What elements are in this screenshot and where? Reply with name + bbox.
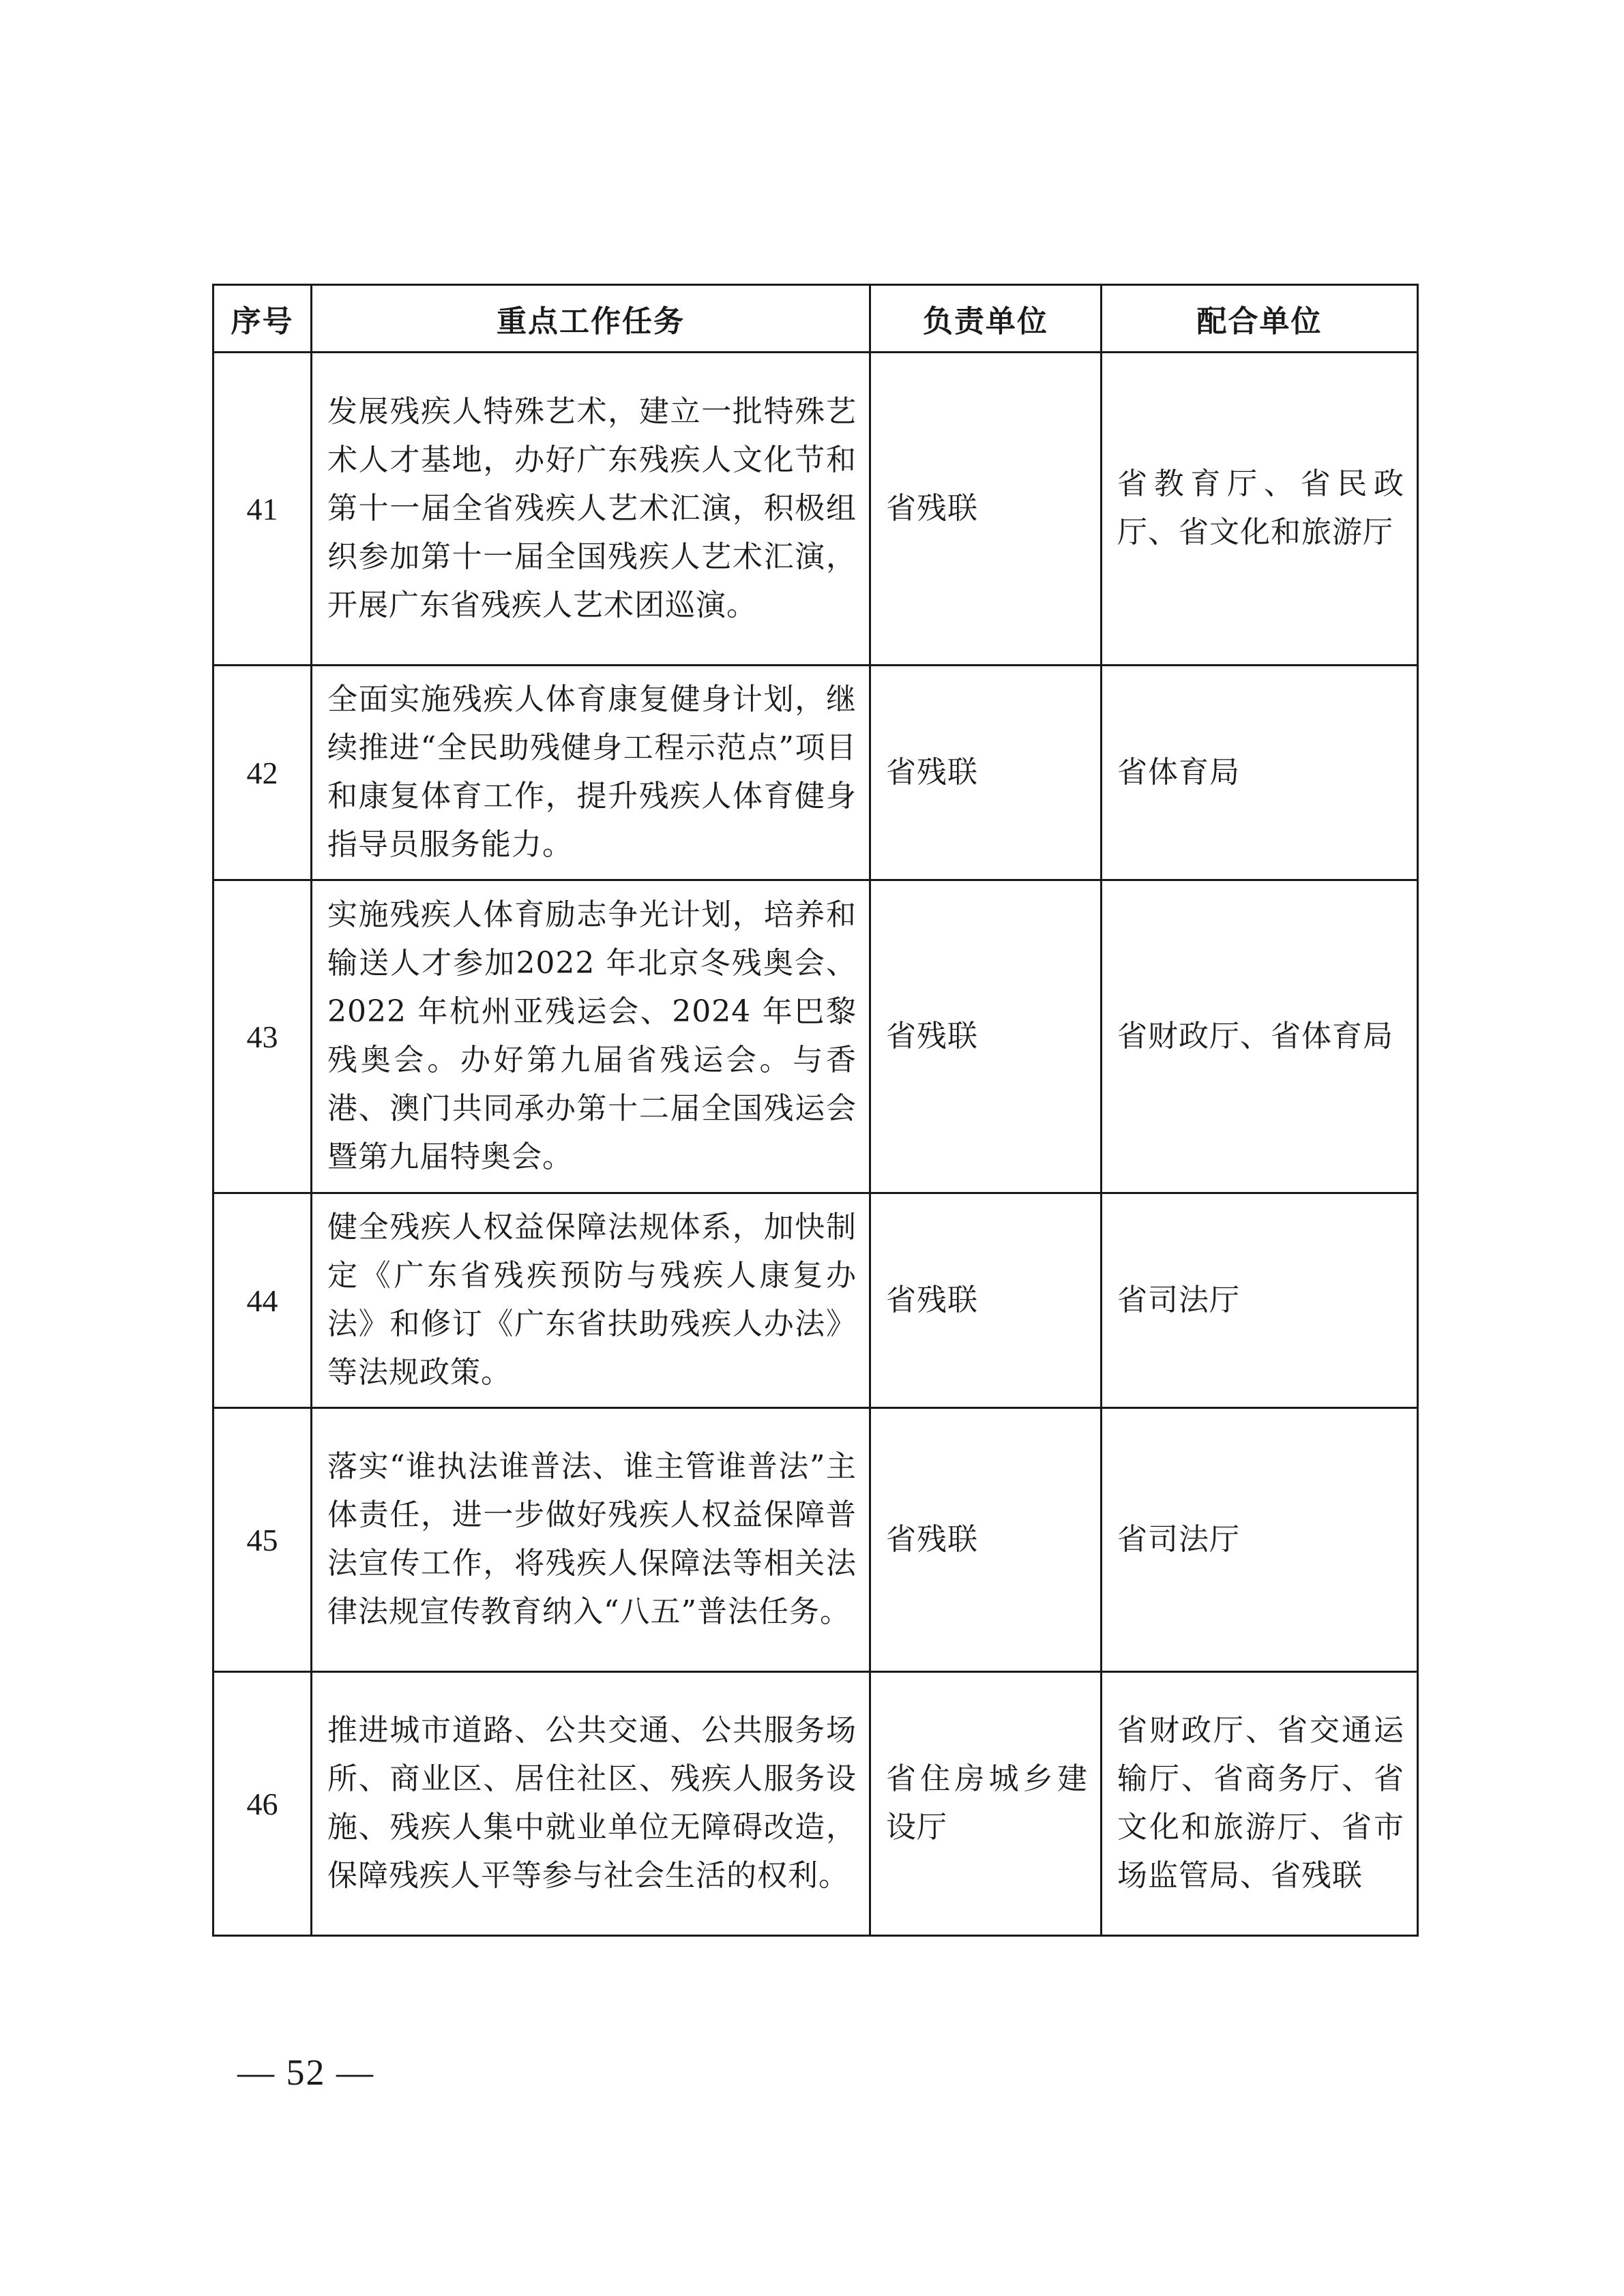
- row-num: 44: [213, 1193, 312, 1408]
- row-lead: 省残联: [870, 1408, 1102, 1672]
- row-task: 全面实施残疾人体育康复健身计划，继续推进“全民助残健身工程示范点”项目和康复体育工作，提升残疾人体育健身指导员服务能力。: [312, 666, 870, 880]
- table-row: [213, 353, 1418, 666]
- row-lead: 省残联: [870, 1193, 1102, 1408]
- row-lead: 省住房城乡建设厅: [870, 1672, 1102, 1936]
- table-row: [213, 880, 1418, 1193]
- row-coop: 省财政厅、省交通运输厅、省商务厅、省文化和旅游厅、省市场监管局、省残联: [1102, 1672, 1418, 1936]
- row-coop: 省体育局: [1102, 666, 1418, 880]
- row-coop: 省教育厅、省民政厅、省文化和旅游厅: [1102, 353, 1418, 666]
- row-coop: 省司法厅: [1102, 1193, 1418, 1408]
- row-coop: 省司法厅: [1102, 1408, 1418, 1672]
- row-coop: 省财政厅、省体育局: [1102, 880, 1418, 1193]
- header-task: 重点工作任务: [312, 285, 870, 353]
- header-num: 序号: [213, 285, 312, 353]
- table-row: [213, 1672, 1418, 1936]
- row-num: 46: [213, 1672, 312, 1936]
- table-header-row: [213, 285, 1418, 353]
- header-coop: 配合单位: [1102, 285, 1418, 353]
- row-task: 发展残疾人特殊艺术，建立一批特殊艺术人才基地，办好广东残疾人文化节和第十一届全省残疾人艺术汇演，积极组织参加第十一届全国残疾人艺术汇演，开展广东省残疾人艺术团巡演。: [312, 353, 870, 666]
- row-lead: 省残联: [870, 353, 1102, 666]
- page-number: — 52 —: [237, 2052, 374, 2093]
- row-task: 实施残疾人体育励志争光计划，培养和输送人才参加2022 年北京冬残奥会、2022 年杭州亚残运会、2024 年巴黎残奥会。办好第九届省残运会。与香港、澳门共同承办第十二届全国残运会暨第九届特奥会。: [312, 880, 870, 1193]
- row-lead: 省残联: [870, 666, 1102, 880]
- row-task: 健全残疾人权益保障法规体系，加快制定《广东省残疾预防与残疾人康复办法》和修订《广东省扶助残疾人办法》等法规政策。: [312, 1193, 870, 1408]
- row-num: 45: [213, 1408, 312, 1672]
- task-table: [212, 284, 1419, 1937]
- row-num: 41: [213, 353, 312, 666]
- row-task: 落实“谁执法谁普法、谁主管谁普法”主体责任，进一步做好残疾人权益保障普法宣传工作，将残疾人保障法等相关法律法规宣传教育纳入“八五”普法任务。: [312, 1408, 870, 1672]
- row-task: 推进城市道路、公共交通、公共服务场所、商业区、居住社区、残疾人服务设施、残疾人集中就业单位无障碍改造，保障残疾人平等参与社会生活的权利。: [312, 1672, 870, 1936]
- header-lead: 负责单位: [870, 285, 1102, 353]
- row-num: 43: [213, 880, 312, 1193]
- table-row: [213, 1193, 1418, 1408]
- table-row: [213, 1408, 1418, 1672]
- table-row: [213, 666, 1418, 880]
- row-lead: 省残联: [870, 880, 1102, 1193]
- row-num: 42: [213, 666, 312, 880]
